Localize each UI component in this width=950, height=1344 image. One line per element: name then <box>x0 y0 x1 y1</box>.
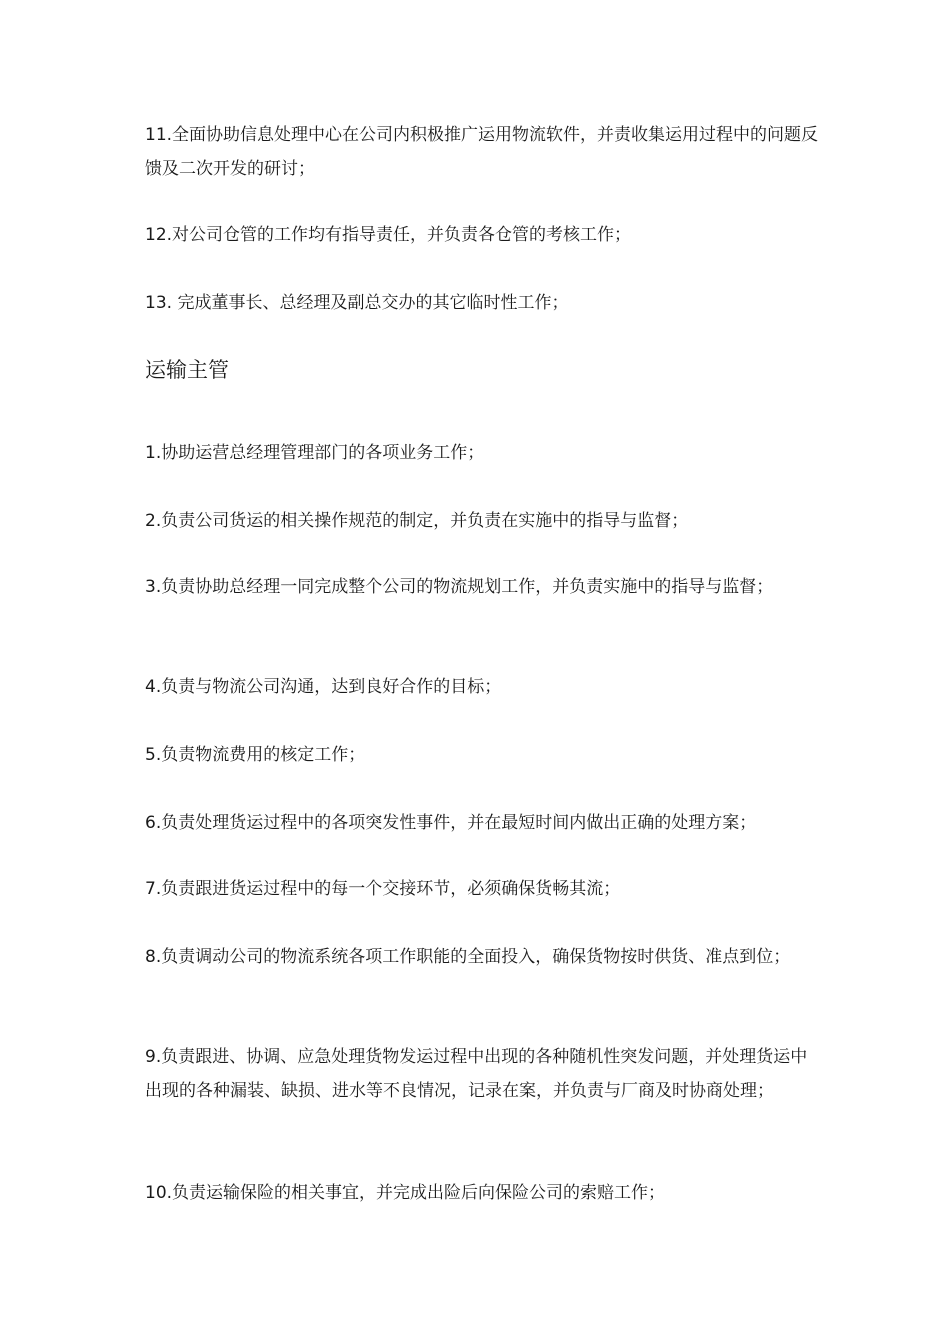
paragraph-item-12: 12.对公司仓管的工作均有指导责任，并负责各仓管的考核工作； <box>145 225 632 245</box>
paragraph-item-5: 5.负责物流费用的核定工作； <box>145 745 366 765</box>
paragraph-item-2: 2.负责公司货运的相关操作规范的制定，并负责在实施中的指导与监督； <box>145 511 689 531</box>
paragraph-item-11: 11.全面协助信息处理中心在公司内积极推广运用物流软件，并责收集运用过程中的问题反馈及二次开发的研讨； <box>145 125 819 179</box>
paragraph-item-4: 4.负责与物流公司沟通，达到良好合作的目标； <box>145 677 502 697</box>
paragraph-item-7: 7.负责跟进货运过程中的每一个交接环节，必须确保货畅其流； <box>145 879 621 899</box>
paragraph-item-6: 6.负责处理货运过程中的各项突发性事件，并在最短时间内做出正确的处理方案； <box>145 813 757 833</box>
paragraph-item-9: 9.负责跟进、协调、应急处理货物发运过程中出现的各种随机性突发问题，并处理货运中出现的各种漏装、缺损、进水等不良情况，记录在案，并负责与厂商及时协商处理； <box>145 1047 808 1101</box>
paragraph-item-13: 13. 完成董事长、总经理及副总交办的其它临时性工作； <box>145 293 569 313</box>
section-heading-transport: 运输主管 <box>145 358 229 382</box>
paragraph-item-8: 8.负责调动公司的物流系统各项工作职能的全面投入，确保货物按时供货、准点到位； <box>145 947 791 967</box>
paragraph-item-10: 10.负责运输保险的相关事宜，并完成出险后向保险公司的索赔工作； <box>145 1183 666 1203</box>
paragraph-item-3: 3.负责协助总经理一同完成整个公司的物流规划工作，并负责实施中的指导与监督； <box>145 577 774 597</box>
paragraph-item-1: 1.协助运营总经理管理部门的各项业务工作； <box>145 443 485 463</box>
